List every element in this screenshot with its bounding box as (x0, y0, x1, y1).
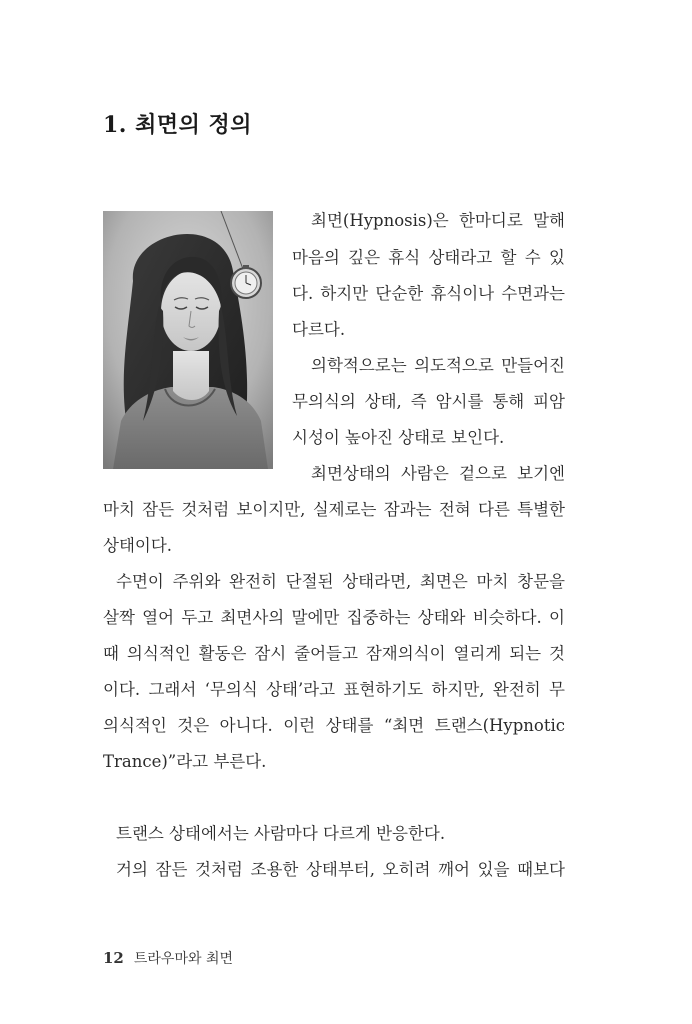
running-title: 트라우마와 최면 (133, 951, 233, 967)
paragraph-line: 트랜스 상태에서는 사람마다 다르게 반응한다. (116, 824, 446, 843)
paragraph-line: 최면(Hypnosis)은 한마디로 말해 (311, 211, 565, 230)
paragraph-line: 상태이다. (103, 536, 173, 555)
page-footer (103, 948, 233, 968)
illustration-hypnosis-woman (103, 211, 273, 469)
page-number: 12 (103, 949, 124, 967)
paragraph-line: 최면상태의 사람은 겉으로 보기엔 (311, 464, 565, 483)
section-heading: 1. 최면의 정의 (103, 112, 253, 138)
paragraph-line: 수면이 주위와 완전히 단절된 상태라면, 최면은 마치 창문을 (116, 572, 565, 591)
paragraph-line: Trance)”라고 부른다. (103, 752, 267, 771)
paragraph-line: 마음의 깊은 휴식 상태라고 할 수 있 (292, 248, 565, 267)
paragraph-line: 다르다. (292, 320, 346, 339)
paragraph-line: 의식적인 것은 아니다. 이런 상태를 “최면 트랜스(Hypnotic (103, 716, 565, 735)
paragraph-line: 다. 하지만 단순한 휴식이나 수면과는 (292, 284, 565, 303)
paragraph-line: 때 의식적인 활동은 잠시 줄어들고 잠재의식이 열리게 되는 것 (103, 644, 565, 663)
paragraph-line: 시성이 높아진 상태로 보인다. (292, 428, 505, 447)
paragraph-line: 무의식의 상태, 즉 암시를 통해 피암 (292, 392, 565, 411)
paragraph-line: 의학적으로는 의도적으로 만들어진 (311, 356, 565, 375)
paragraph-line: 거의 잠든 것처럼 조용한 상태부터, 오히려 깨어 있을 때보다 (116, 860, 565, 879)
paragraph-line: 살짝 열어 두고 최면사의 말에만 집중하는 상태와 비슷하다. 이 (103, 608, 565, 627)
paragraph-line: 이다. 그래서 ‘무의식 상태’라고 표현하기도 하지만, 완전히 무 (103, 680, 565, 699)
paragraph-line: 마치 잠든 것처럼 보이지만, 실제로는 잠과는 전혀 다른 특별한 (103, 500, 565, 519)
